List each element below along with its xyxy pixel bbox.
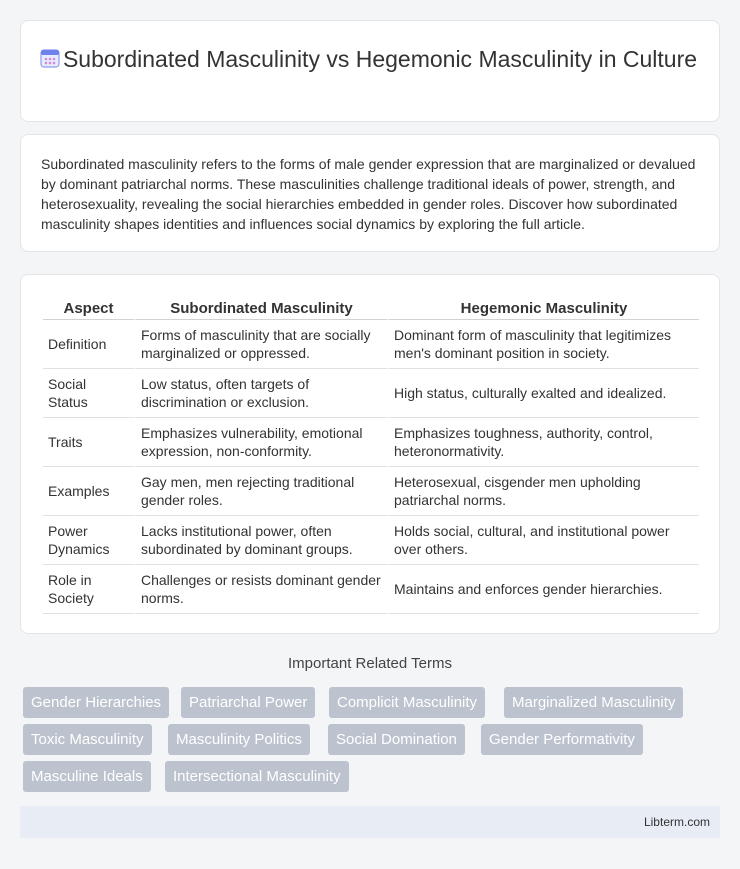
table-row <box>43 320 699 369</box>
aspect-cell: Power Dynamics <box>43 516 134 565</box>
table-row <box>43 565 699 614</box>
hegemonic-cell: Maintains and enforces gender hierarchies. <box>387 565 699 614</box>
subordinated-cell: Low status, often targets of discrimination or exclusion. <box>134 369 387 418</box>
header-subordinated: Subordinated Masculinity <box>134 297 387 320</box>
calendar-icon <box>39 47 61 69</box>
subordinated-cell: Forms of masculinity that are socially marginalized or oppressed. <box>134 320 387 369</box>
hegemonic-cell: Holds social, cultural, and institutional power over others. <box>387 516 699 565</box>
comparison-table <box>43 297 699 614</box>
intro-paragraph: Subordinated masculinity refers to the forms of male gender expression that are marginalized or devalued by dominant patriarchal norms. These masculinities challenge traditional ideals of power, strength, and heterosexuality, revealing the social hierarchies embedded in gender roles. Discover how subordinated masculinity shapes identities and influences social dynamics by exploring the full article. <box>41 156 696 232</box>
subordinated-cell: Challenges or resists dominant gender norms. <box>134 565 387 614</box>
related-term-tag[interactable]: Gender Performativity <box>481 724 643 755</box>
intro-card <box>20 134 720 252</box>
related-term-tag[interactable]: Masculine Ideals <box>23 761 151 792</box>
aspect-cell: Social Status <box>43 369 134 418</box>
subordinated-cell: Emphasizes vulnerability, emotional expression, non-conformity. <box>134 418 387 467</box>
table-row <box>43 516 699 565</box>
comparison-card <box>20 274 720 634</box>
subordinated-cell: Lacks institutional power, often subordinated by dominant groups. <box>134 516 387 565</box>
related-terms-heading: Important Related Terms <box>288 655 452 672</box>
table-row <box>43 467 699 516</box>
hegemonic-cell: Emphasizes toughness, authority, control, heteronormativity. <box>387 418 699 467</box>
related-term-tag[interactable]: Marginalized Masculinity <box>504 687 683 718</box>
aspect-cell: Role in Society <box>43 565 134 614</box>
table-header-row <box>43 297 699 320</box>
related-term-tag[interactable]: Toxic Masculinity <box>23 724 152 755</box>
related-term-tag[interactable]: Masculinity Politics <box>168 724 310 755</box>
footer-site-link[interactable]: Libterm.com <box>643 815 710 829</box>
header-hegemonic: Hegemonic Masculinity <box>387 297 699 320</box>
related-term-tag[interactable]: Gender Hierarchies <box>23 687 169 718</box>
footer <box>20 806 720 838</box>
related-term-tag[interactable]: Intersectional Masculinity <box>165 761 349 792</box>
aspect-cell: Traits <box>43 418 134 467</box>
hegemonic-cell: High status, culturally exalted and idealized. <box>387 369 699 418</box>
related-term-tag[interactable]: Complicit Masculinity <box>329 687 485 718</box>
hegemonic-cell: Dominant form of masculinity that legitimizes men's dominant position in society. <box>387 320 699 369</box>
aspect-cell: Examples <box>43 467 134 516</box>
table-row <box>43 369 699 418</box>
related-term-tag[interactable]: Social Domination <box>328 724 465 755</box>
subordinated-cell: Gay men, men rejecting traditional gender roles. <box>134 467 387 516</box>
title-card <box>20 20 720 122</box>
hegemonic-cell: Heterosexual, cisgender men upholding patriarchal norms. <box>387 467 699 516</box>
related-term-tag[interactable]: Patriarchal Power <box>181 687 315 718</box>
header-aspect: Aspect <box>43 297 134 320</box>
page-title: Subordinated Masculinity vs Hegemonic Masculinity in Culture <box>62 46 698 72</box>
aspect-cell: Definition <box>43 320 134 369</box>
table-row <box>43 418 699 467</box>
